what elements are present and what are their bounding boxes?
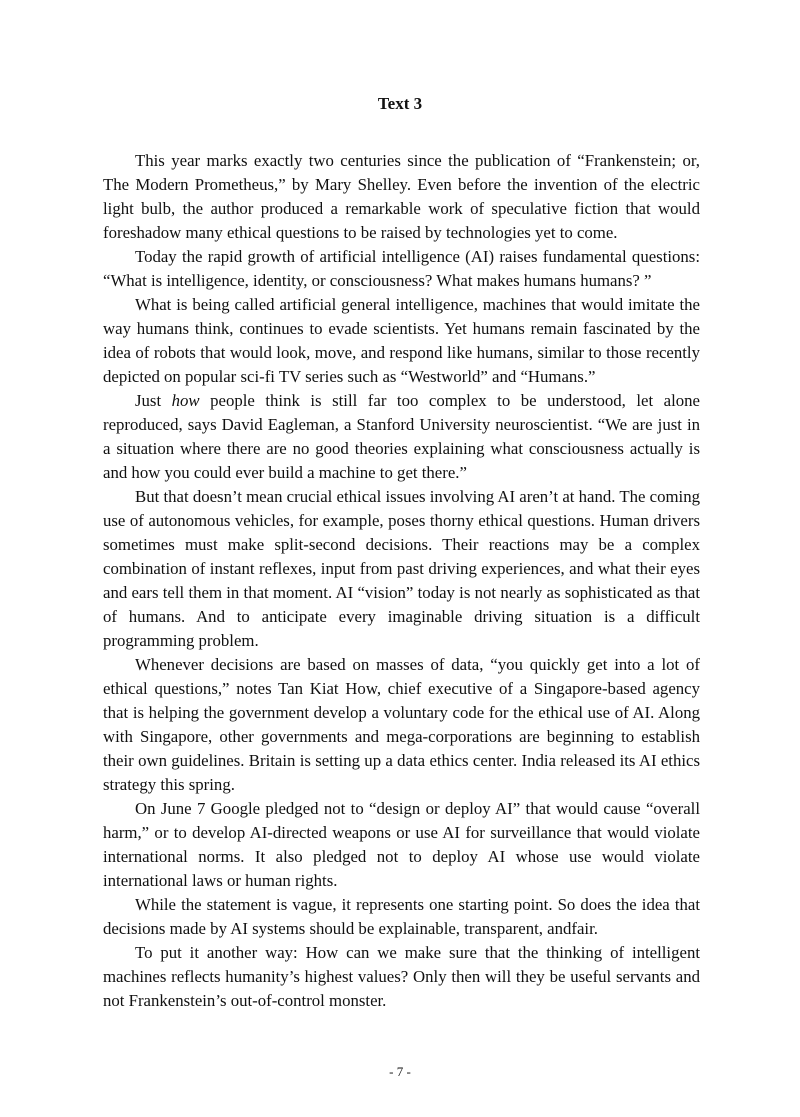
paragraph-4-rest: people think is still far too complex to be understood, let alone reproduced, says David Eagleman, a Stanford University neuroscientist. “We are just in a situation where there are no good theories explaining what consciousness actually is and how you could ever build a machine to get there.” [103,391,701,482]
page-title: Text 3 [377,94,423,113]
paragraph-1: This year marks exactly two centuries since the publication of “Frankenstein; or, The Modern Prometheus,” by Mary Shelley. Even before the invention of the electric light bulb, the author produced a remarkable work of speculative fiction that would foreshadow many ethical questions to be raised by technologies yet to come. [103,151,700,242]
page-number: - 7 - [389,1064,411,1079]
paragraph-4-emphasis: how [171,391,200,410]
paragraph-8: While the statement is vague, it represents one starting point. So does the idea that decisions made by AI systems should be explainable, transparent, andfair. [103,895,700,938]
paragraph-4-lead: Just [135,391,172,410]
paragraph-2: Today the rapid growth of artificial intelligence (AI) raises fundamental questions: “What is intelligence, identity, or consciousness? What makes humans humans? ” [103,247,700,290]
paragraph-9: To put it another way: How can we make sure that the thinking of intelligent machines reflects humanity’s highest values? Only then will they be useful servants and not Frankenstein’s out-of-control monster. [103,943,700,1010]
paragraph-3: What is being called artificial general intelligence, machines that would imitate the way humans think, continues to evade scientists. Yet humans remain fascinated by the idea of robots that would look, move, and respond like humans, similar to those recently depicted on popular sci-fi TV series such as “Westworld” and “Humans.” [103,295,700,386]
paragraph-7: On June 7 Google pledged not to “design or deploy AI” that would cause “overall harm,” or to develop AI-directed weapons or use AI for surveillance that would violate international norms. It also pledged not to deploy AI whose use would violate international laws or human rights. [103,799,700,890]
paragraph-4 [103,389,700,485]
article-body [103,149,700,1013]
paragraph-6: Whenever decisions are based on masses of data, “you quickly get into a lot of ethical questions,” notes Tan Kiat How, chief executive of a Singapore-based agency that is helping the government develop a voluntary code for the ethical use of AI. Along with Singapore, other governments and mega-corporations are beginning to establish their own guidelines. Britain is setting up a data ethics center. India released its AI ethics strategy this spring. [103,655,700,794]
paragraph-5: But that doesn’t mean crucial ethical issues involving AI aren’t at hand. The coming use of autonomous vehicles, for example, poses thorny ethical questions. Human drivers sometimes must make split-second decisions. Their reactions may be a complex combination of instant reflexes, input from past driving experiences, and what their eyes and ears tell them in that moment. AI “vision” today is not nearly as sophisticated as that of humans. And to anticipate every imaginable driving situation is a difficult programming problem. [103,487,700,650]
